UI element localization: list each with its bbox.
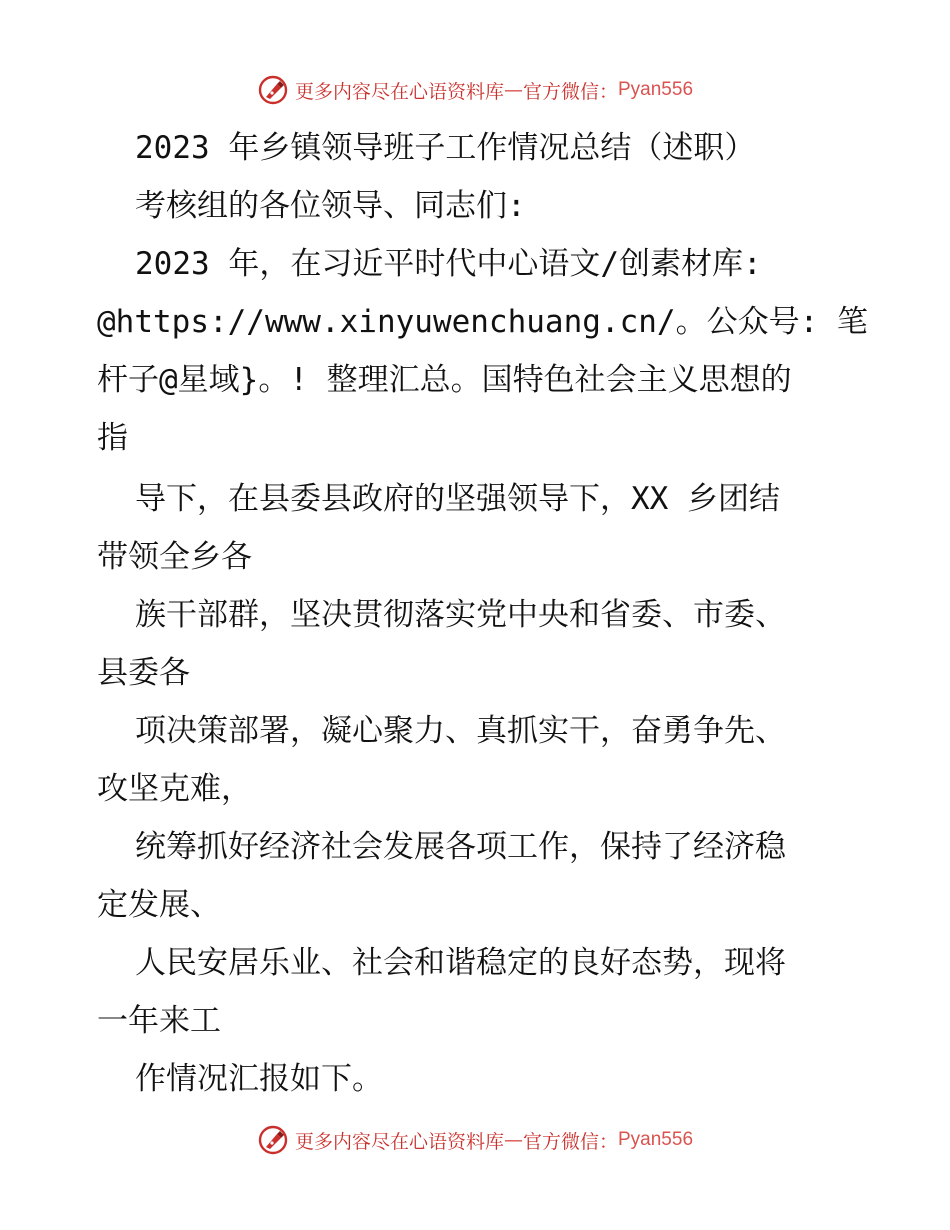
banner-text: 更多内容尽在心语资料库 [294, 1130, 504, 1153]
doc-line: 导下，在县委县政府的坚强领导下，XX 乡团结 [135, 481, 780, 517]
banner-wechat-id: Pyan556 [618, 79, 694, 100]
pen-nib-logo-icon [257, 74, 289, 106]
header-banner [0, 70, 950, 110]
doc-line: 带领全乡各 [97, 539, 252, 575]
doc-line: 人民安居乐业、社会和谐稳定的良好态势，现将 [135, 945, 786, 981]
doc-salutation: 考核组的各位领导、同志们: [135, 188, 526, 224]
doc-line: 统筹抓好经济社会发展各项工作，保持了经济稳 [135, 829, 786, 865]
footer-banner [0, 1120, 950, 1160]
banner-separator: — [503, 1129, 523, 1151]
banner-text: 更多内容尽在心语资料库 [294, 80, 504, 103]
banner-wechat-id: Pyan556 [618, 1129, 694, 1150]
doc-line: 杆子@星域}。! 整理汇总。国特色社会主义思想的 [97, 362, 792, 398]
banner-official-label: 官方微信： [522, 80, 618, 103]
doc-line: 作情况汇报如下。 [135, 1061, 383, 1097]
doc-line: 县委各 [97, 655, 190, 691]
doc-line: 攻坚克难， [97, 771, 252, 807]
pen-nib-logo-icon [257, 1124, 289, 1156]
banner-official-label: 官方微信： [522, 1130, 618, 1153]
doc-line: 一年来工 [97, 1003, 221, 1039]
doc-line: 指 [97, 420, 128, 456]
doc-line: 定发展、 [97, 887, 221, 923]
doc-line: 族干部群，坚决贯彻落实党中央和省委、市委、 [135, 597, 786, 633]
doc-line: 项决策部署，凝心聚力、真抓实干，奋勇争先、 [135, 713, 786, 749]
banner-separator: — [503, 79, 523, 101]
doc-line: @https://www.xinyuwenchuang.cn/。公众号: 笔 [97, 304, 868, 340]
doc-title: 2023 年乡镇领导班子工作情况总结（述职） [135, 130, 756, 166]
doc-line: 2023 年，在习近平时代中心语文/创素材库: [135, 246, 762, 282]
